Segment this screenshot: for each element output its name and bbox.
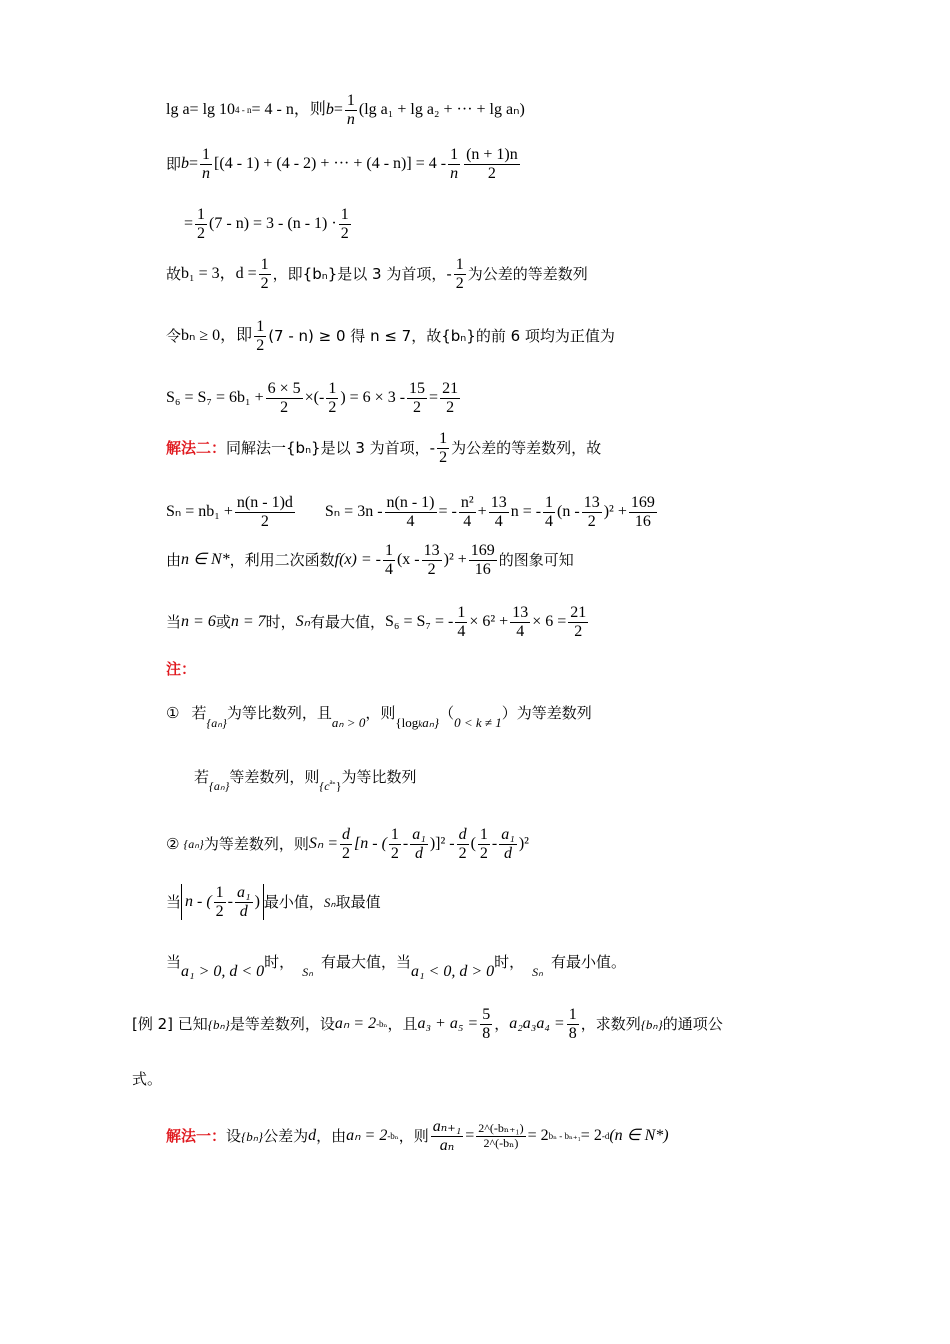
fraction: $\frac{1}{n}$ [450,146,459,182]
text: 即 [166,154,182,173]
fraction: $\frac{1}{2}$ [479,826,488,862]
fraction: $\frac{\text{a₁}}{d}$ [412,826,426,862]
note-line-2 [166,826,529,862]
text: 最小值， [263,892,324,911]
text: = 4 - n，则 [251,101,326,119]
text: (7 - n) ≥ 0 得 n ≤ 7，故{bₙ}的前 6 项均为正值为 [268,326,615,345]
text: a₁ < 0, d > 0 [410,963,495,980]
text: (lg a₁ + lg a₂ + ··· + lg aₙ) [358,101,525,119]
fraction: $\frac{1}{n}$ [202,146,211,182]
text: {aₙ} [183,837,204,852]
text: ，即{bₙ}是以 3 为首项，- [272,264,452,283]
text: aₙ = 2 [334,1015,377,1033]
fraction: $\frac{(n + 1)n}{2}$ [466,146,518,182]
text: )² [518,835,529,853]
text: a₂a₃a₄ = [509,1015,565,1033]
method-two-label: 解法二： [166,438,227,457]
text: ）为等差数列 [501,704,592,722]
text: Sₙ [532,965,543,979]
solution-method-one [166,1118,669,1154]
fraction: $\frac{1}{4}$ [545,494,554,530]
solution-line-6 [166,380,462,416]
text: f(x) = - [334,551,381,569]
text: 等差数列，则 [229,767,320,786]
fraction: $\frac{\text{2\textasciicircum{}(-bₙ₊₁)}}{\text{2\textasciicircum{}(-bₙ)}}$ [478,1121,524,1150]
fraction: $\frac{1}{2}$ [256,318,265,354]
text: 故 [166,264,182,283]
exponent: 4 - n [235,104,252,115]
text: 若 [191,704,207,722]
fraction: $\frac{\text{n²}}{4}$ [460,494,474,530]
text: {c [319,779,330,793]
text: 同解法一{bₙ}是以 3 为首项，- [226,438,436,457]
text: ，由 [316,1126,347,1145]
text: aₙ} [422,715,440,730]
note-line-3 [166,944,626,980]
fraction: $\frac{n(n - 1)d}{2}$ [236,494,293,530]
fraction: $\frac{d}{2}$ [458,826,467,862]
text: {bₙ} [207,1016,230,1032]
text: ) = 6 × 3 - [340,389,406,407]
text: [n - ( [354,835,387,853]
text: 的图象可知 [498,550,574,569]
text: 或 [215,612,231,631]
text: {bₙ} [640,1016,663,1032]
text: 的通项公 [662,1014,723,1033]
fraction: $\frac{21}{2}$ [570,604,587,640]
fraction: $\frac{1}{4}$ [384,542,393,578]
text: 令 [166,326,182,345]
solution-line-5 [166,318,615,354]
text: 由 [166,550,182,569]
fraction: $\frac{5}{8}$ [482,1006,491,1042]
fraction: $\frac{13}{4}$ [490,494,507,530]
text: [(4 - 1) + (4 - 2) + ··· + (4 - n)] = 4 - [214,155,447,173]
fraction: $\frac{1}{2}$ [260,256,269,292]
text: 式。 [132,1070,163,1088]
text: )]² - [429,835,455,853]
note-line-1b [194,762,416,792]
text: ( [470,835,476,853]
text: )² + [603,503,627,521]
text: 设 [226,1126,242,1145]
text: 为等差数列，则 [203,834,309,853]
text: （ [439,704,455,722]
note-line-1 [166,698,592,729]
text: = [333,101,343,119]
solution-line-2 [166,146,522,182]
text: [例 2] 已知 [132,1014,208,1033]
text: n = 6 [181,613,216,631]
text: n ∈ N* [181,551,230,569]
text: 为等比数列 [341,767,417,786]
text: (n ∈ N*) [609,1127,669,1145]
log-base: k [418,719,423,729]
text: = [465,1127,475,1145]
text: = 2 [580,1127,602,1145]
text: {bₙ} [241,1128,264,1144]
example-2-statement [132,1006,723,1042]
text: {aₙ} [209,779,230,793]
text: 取最值 [335,892,381,911]
text: = - [438,503,457,521]
text: 是等差数列，设 [229,1014,335,1033]
note-line-2b [166,884,381,920]
text: Sₙ [323,894,336,910]
text: aₙ > 0 [331,715,366,730]
text: 时， [265,612,296,631]
text: ，则 [398,1126,429,1145]
text: - [227,893,233,911]
text: × 6² + [469,613,509,631]
text: 时， [264,952,295,971]
text: bₙ ≥ 0，即 [181,327,253,345]
fraction: $\frac{1}{2}$ [390,826,399,862]
text: 为公差的等差数列，故 [451,438,602,457]
solution-line-10 [166,604,590,640]
text: ，则 [365,704,396,722]
text: (n - [557,503,580,521]
text: aₙ = 2 [346,1127,388,1145]
text: 当 [166,892,182,911]
text: 若 [194,767,210,786]
text: ×(- [304,389,325,407]
text: Sₙ = 3n - [324,503,383,521]
exponent: -bₙ [387,1130,399,1141]
text: n = - [510,503,542,521]
solution-line-1 [166,92,525,128]
text: × 6 = [532,613,567,631]
text: a₃ + a₅ = [417,1015,479,1033]
text: S₆ = S₇ = 6b₁ + [166,389,264,407]
note-heading [166,662,196,677]
fraction: $\frac{13}{2}$ [583,494,600,530]
fraction: $\frac{1}{n}$ [346,92,355,128]
text: 0 < k ≠ 1 [454,715,502,730]
text: b₁ = 3，d = [181,265,257,283]
text: d [308,1127,317,1145]
circled-number: ① [166,704,180,722]
exponent: -d [601,1130,610,1141]
text: S₆ = S₇ = - [385,613,454,631]
exponent: -bₙ [376,1018,388,1029]
fraction: $\frac{\text{a₁}}{d}$ [501,826,515,862]
text: ，且 [387,1014,418,1033]
text: ) [254,893,260,911]
text: {log [395,715,419,730]
text: + [477,503,487,521]
text: b [325,101,334,119]
text: 有最大值， [310,612,386,631]
text: 为等比数列，且 [226,704,332,722]
text: lg a [166,101,190,119]
text: = [184,215,194,233]
text: Sₙ [302,965,313,979]
text: (x - [396,551,420,569]
text: n = 7 [230,613,266,631]
note-label: 注： [166,660,197,678]
fraction: $\frac{1}{8}$ [568,1006,577,1042]
text: ， [494,1014,510,1033]
fraction: $\frac{\text{aₙ₊₁}}{\text{aₙ}}$ [432,1118,462,1154]
text: Sₙ = [308,835,339,853]
text: 时， [494,952,525,971]
text: ，利用二次函数 [229,550,335,569]
text: n - ( [185,893,212,911]
text: 有最小值。 [550,952,626,971]
solution-line-3 [184,206,353,242]
method-one-label: 解法一： [166,1126,227,1145]
absolute-value [181,884,264,920]
fraction: $\frac{15}{2}$ [409,380,426,416]
fraction: $\frac{\text{a₁}}{d}$ [237,884,251,920]
text: Sₙ [295,613,311,631]
text: 为公差的等差数列 [467,264,588,283]
fraction: $\frac{1}{2}$ [340,206,349,242]
fraction: $\frac{1}{2}$ [328,380,337,416]
text: = [189,155,199,173]
fraction: $\frac{169}{16}$ [630,494,655,530]
solution-line-7 [166,430,601,466]
text: ，求数列 [580,1014,641,1033]
text: - [491,835,498,853]
example-2-statement-cont [132,1072,162,1087]
fraction: $\frac{21}{2}$ [442,380,459,416]
text: = [429,389,439,407]
circled-number: ② [166,834,180,853]
fraction: $\frac{13}{4}$ [512,604,529,640]
text: a₁ > 0, d < 0 [181,963,265,980]
solution-line-8 [166,494,659,530]
fraction: $\frac{13}{2}$ [423,542,440,578]
fraction: $\frac{6 \times 5}{2}$ [267,380,301,416]
text: 有最大值，当 [320,952,411,971]
exponent: bₙ - bₙ₊₁ [548,1130,581,1141]
fraction: $\frac{169}{16}$ [470,542,495,578]
text: - [402,835,409,853]
fraction: $\frac{1}{2}$ [197,206,206,242]
text: = 2 [527,1127,549,1145]
text: 当 [166,952,182,971]
fraction: $\frac{d}{2}$ [342,826,351,862]
text: 公差为 [263,1126,309,1145]
text: } [335,779,342,793]
text: (7 - n) = 3 - (n - 1) · [209,215,337,233]
fraction: $\frac{1}{2}$ [215,884,224,920]
text: 当 [166,612,182,631]
text: Sₙ = nb₁ + [166,503,233,521]
exponent: aₙ [329,777,336,786]
solution-line-9 [166,542,574,578]
fraction: $\frac{1}{2}$ [439,430,448,466]
text: )² + [443,551,467,569]
fraction: $\frac{1}{2}$ [455,256,464,292]
fraction: $\frac{n(n - 1)}{4}$ [386,494,435,530]
text: {aₙ} [206,715,227,730]
text: = lg 10 [189,101,236,119]
solution-line-4 [166,256,588,292]
fraction: $\frac{1}{4}$ [457,604,466,640]
text: b [181,155,190,173]
